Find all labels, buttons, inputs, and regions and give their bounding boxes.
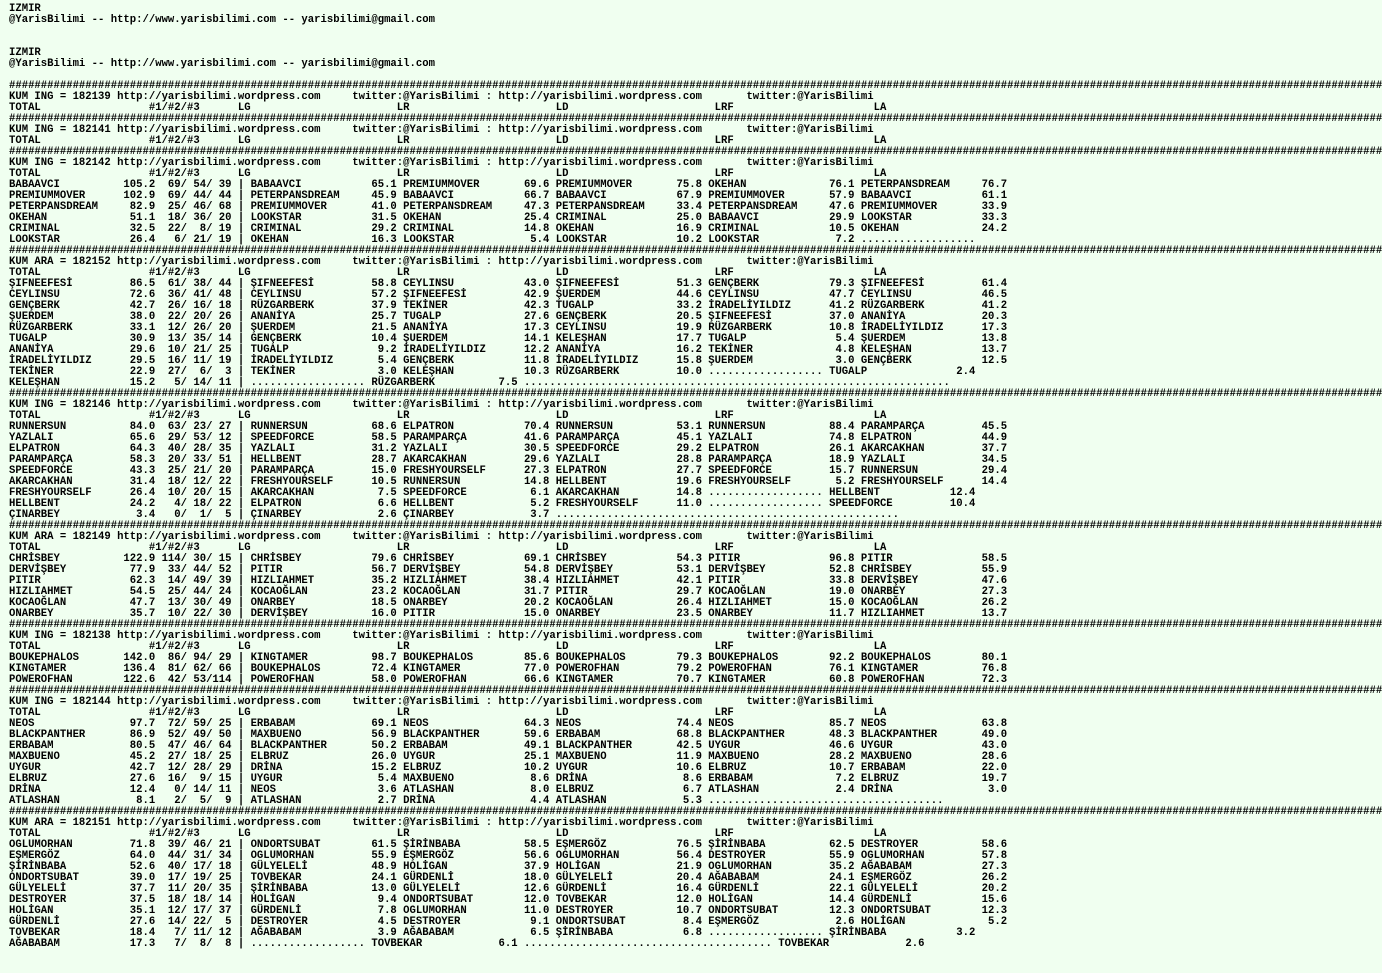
result-row: FRESHYOURSELF 26.4 10/ 20/ 15 | AKARCAKHAN 7.5 SPEEDFORCE 6.1 AKARCAKHAN 14.8 .................. HELLBENT 12.4 xyxy=(9,487,976,499)
result-row: CEYLINSU 72.6 36/ 41/ 48 | CEYLINSU 57.2 ŞIFNEEFESİ 42.9 ŞUERDEM 44.6 CEYLINSU 47.7 CEYLINSU 46.5 xyxy=(9,289,1008,301)
result-row: ATLASHAN 8.1 2/ 5/ 9 | ATLASHAN 2.7 DRİNA 4.4 ATLASHAN 5.3 ..................................... xyxy=(9,795,944,807)
race-header: KUM ING = 182141 http://yarisbilimi.wordpress.com twitter:@YarisBilimi : http://yarisbilimi.wordpress.com twitter:@YarisBilimi xyxy=(9,124,874,136)
result-row: ŞIFNEEFESİ 86.5 61/ 38/ 44 | ŞIFNEEFESİ 58.8 CEYLINSU 43.0 ŞIFNEEFESİ 51.3 GENÇBERK 79.3 ŞIFNEEFESİ 61.4 xyxy=(9,278,1008,290)
column-header: TOTAL #1/#2/#3 LG LR LD LRF LA xyxy=(9,102,887,114)
contact-line-repeat: @YarisBilimi -- http://www.yarisbilimi.com -- yarisbilimi@gmail.com xyxy=(9,58,435,70)
result-row: ŞUERDEM 38.0 22/ 20/ 26 | ANANİYA 25.7 TUGALP 27.6 GENÇBERK 20.5 ŞIFNEEFESİ 37.0 ANANİYA 20.3 xyxy=(9,311,1008,323)
result-row: EŞMERGÖZ 64.0 44/ 31/ 34 | OGLUMORHAN 55.9 EŞMERGÖZ 56.6 OGLUMORHAN 56.4 DESTROYER 55.9 OGLUMORHAN 57.8 xyxy=(9,850,1008,862)
result-row: ELPATRON 64.3 40/ 28/ 35 | YAZLALI 31.2 YAZLALI 30.5 SPEEDFORCE 29.2 ELPATRON 26.1 AKARCAKHAN 37.7 xyxy=(9,443,1008,455)
result-row: ANANİYA 29.6 10/ 21/ 25 | TUGALP 9.2 İRADELİYILDIZ 12.2 ANANİYA 16.2 TEKİNER 4.8 KELEŞHAN 13.7 xyxy=(9,344,1008,356)
result-row: ONDORTSUBAT 39.0 17/ 19/ 25 | TOVBEKAR 24.1 GÜRDENLİ 18.0 GÜLYELELİ 20.4 AĞABABAM 24.1 EŞMERGÖZ 26.2 xyxy=(9,872,1008,884)
result-row: HELLBENT 24.2 4/ 18/ 22 | ELPATRON 6.6 HELLBENT 5.2 FRESHYOURSELF 11.0 .................. SPEEDFORCE 10.4 xyxy=(9,498,976,510)
blank-line xyxy=(9,26,1074,37)
separator-line: ######################################################################################################################################################################################################################## xyxy=(9,619,1382,631)
column-header: TOTAL #1/#2/#3 LG LR LD LRF LA xyxy=(9,135,887,147)
result-row: BLACKPANTHER 86.9 52/ 49/ 50 | MAXBUENO 56.9 BLACKPANTHER 59.6 ERBABAM 68.8 BLACKPANTHER 48.3 BLACKPANTHER 49.0 xyxy=(9,729,1008,741)
result-row: BABAAVCI 105.2 69/ 54/ 39 | BABAAVCI 65.1 PREMIUMMOVER 69.6 PREMIUMMOVER 75.8 OKEHAN 76.1 PETERPANSDREAM 76.7 xyxy=(9,179,1008,191)
result-row: AKARCAKHAN 31.4 18/ 12/ 22 | FRESHYOURSELF 10.5 RUNNERSUN 14.8 HELLBENT 19.6 FRESHYOURSELF 5.2 FRESHYOURSELF 14.4 xyxy=(9,476,1008,488)
result-row: AĞABABAM 17.3 7/ 8/ 8 | .................. TOVBEKAR 6.1 ....................................... TOVBEKAR 2.6 xyxy=(9,938,925,950)
city-heading: IZMIR xyxy=(9,3,41,15)
separator-line: ######################################################################################################################################################################################################################## xyxy=(9,520,1382,532)
race-header: KUM ING = 182138 http://yarisbilimi.wordpress.com twitter:@YarisBilimi : http://yarisbilimi.wordpress.com twitter:@YarisBilimi xyxy=(9,630,874,642)
result-row: OKEHAN 51.1 18/ 36/ 20 | LOOKSTAR 31.5 OKEHAN 25.4 CRIMINAL 25.0 BABAAVCI 29.9 LOOKSTAR 33.3 xyxy=(9,212,1008,224)
result-row: İRADELİYILDIZ 29.5 16/ 11/ 19 | İRADELİYILDIZ 5.4 GENÇBERK 11.8 İRADELİYILDIZ 15.8 ŞUERDEM 3.0 GENÇBERK 12.5 xyxy=(9,355,1008,367)
result-row: RÜZGARBERK 33.1 12/ 26/ 20 | ŞUERDEM 21.5 ANANİYA 17.3 CEYLINSU 19.9 RÜZGARBERK 10.8 İRADELİYILDIZ 17.3 xyxy=(9,322,1008,334)
race-header: KUM ARA = 182151 http://yarisbilimi.wordpress.com twitter:@YarisBilimi : http://yarisbilimi.wordpress.com twitter:@YarisBilimi xyxy=(9,817,874,829)
result-row: MAXBUENO 45.2 27/ 18/ 25 | ELBRUZ 26.0 UYGUR 25.1 MAXBUENO 11.9 MAXBUENO 28.2 MAXBUENO 28.6 xyxy=(9,751,1008,763)
column-header: TOTAL #1/#2/#3 LG LR LD LRF LA xyxy=(9,641,887,653)
result-row: DESTROYER 37.5 18/ 18/ 14 | HOLİGAN 9.4 ONDORTSUBAT 12.0 TOVBEKAR 12.0 HOLİGAN 14.4 GÜRDENLİ 15.6 xyxy=(9,894,1008,906)
result-row: UYGUR 42.7 12/ 28/ 29 | DRİNA 15.2 ELBRUZ 10.2 UYGUR 10.6 ELBRUZ 10.7 ERBABAM 22.0 xyxy=(9,762,1008,774)
result-row: NEOS 97.7 72/ 59/ 25 | ERBABAM 69.1 NEOS 64.3 NEOS 74.4 NEOS 85.7 NEOS 63.8 xyxy=(9,718,1008,730)
result-row: PITIR 62.3 14/ 49/ 39 | HIZLIAHMET 35.2 HIZLIAHMET 38.4 HIZLIAHMET 42.1 PITIR 33.8 DERVİŞBEY 47.6 xyxy=(9,575,1008,587)
result-row: CHRİSBEY 122.9 114/ 30/ 15 | CHRİSBEY 79.6 CHRİSBEY 69.1 CHRİSBEY 54.3 PITIR 96.8 PITIR 58.5 xyxy=(9,553,1008,565)
result-row: GÜLYELELİ 37.7 11/ 20/ 35 | ŞİRİNBABA 13.0 GÜLYELELİ 12.6 GÜRDENLİ 16.4 GÜRDENLİ 22.1 GÜLYELELİ 20.2 xyxy=(9,883,1008,895)
result-row: KINGTAMER 136.4 81/ 62/ 66 | BOUKEPHALOS 72.4 KINGTAMER 77.0 POWEROFHAN 79.2 POWEROFHAN 76.1 KINGTAMER 76.8 xyxy=(9,663,1008,675)
result-row: KELEŞHAN 15.2 5/ 14/ 11 | .................. RÜZGARBERK 7.5 ................................................................... xyxy=(9,377,950,389)
column-header: TOTAL #1/#2/#3 LG LR LD LRF LA xyxy=(9,828,887,840)
result-row: ŞİRİNBABA 52.6 40/ 17/ 18 | GÜLYELELİ 48.9 HOLİGAN 37.9 HOLİGAN 21.9 OGLUMORHAN 35.2 AĞABABAM 27.3 xyxy=(9,861,1008,873)
result-row: TEKİNER 22.9 27/ 6/ 3 | TEKİNER 3.0 KELEŞHAN 10.3 RÜZGARBERK 10.0 .................. TUGALP 2.4 xyxy=(9,366,976,378)
race-header: KUM ING = 182139 http://yarisbilimi.wordpress.com twitter:@YarisBilimi : http://yarisbilimi.wordpress.com twitter:@YarisBilimi xyxy=(9,91,874,103)
race-header: KUM ING = 182142 http://yarisbilimi.wordpress.com twitter:@YarisBilimi : http://yarisbilimi.wordpress.com twitter:@YarisBilimi xyxy=(9,157,874,169)
result-row: CRIMINAL 32.5 22/ 8/ 19 | CRIMINAL 29.2 CRIMINAL 14.8 OKEHAN 16.9 CRIMINAL 10.5 OKEHAN 24.2 xyxy=(9,223,1008,235)
blank-line xyxy=(9,37,1074,48)
column-header: TOTAL #1/#2/#3 LG LR LD LRF LA xyxy=(9,168,887,180)
result-row: LOOKSTAR 26.4 6/ 21/ 19 | OKEHAN 16.3 LOOKSTAR 5.4 LOOKSTAR 10.2 LOOKSTAR 7.2 .................. xyxy=(9,234,976,246)
column-header: TOTAL #1/#2/#3 LG LR LD LRF LA xyxy=(9,410,887,422)
separator-line: ######################################################################################################################################################################################################################## xyxy=(9,245,1382,257)
race-header: KUM ING = 182146 http://yarisbilimi.wordpress.com twitter:@YarisBilimi : http://yarisbilimi.wordpress.com twitter:@YarisBilimi xyxy=(9,399,874,411)
separator-line: ######################################################################################################################################################################################################################## xyxy=(9,146,1382,158)
city-heading-repeat: IZMIR xyxy=(9,47,41,59)
result-row: DERVİŞBEY 77.9 33/ 44/ 52 | PITIR 56.7 DERVİŞBEY 54.8 DERVİŞBEY 53.1 DERVİŞBEY 52.8 CHRİSBEY 55.9 xyxy=(9,564,1008,576)
result-row: RUNNERSUN 84.0 63/ 23/ 27 | RUNNERSUN 68.6 ELPATRON 70.4 RUNNERSUN 53.1 RUNNERSUN 88.4 PARAMPARÇA 45.5 xyxy=(9,421,1008,433)
race-header: KUM ING = 182144 http://yarisbilimi.wordpress.com twitter:@YarisBilimi : http://yarisbilimi.wordpress.com twitter:@YarisBilimi xyxy=(9,696,874,708)
result-row: TOVBEKAR 18.4 7/ 11/ 12 | AĞABABAM 3.9 AĞABABAM 6.5 ŞİRİNBABA 6.8 .................. ŞİRİNBABA 3.2 xyxy=(9,927,976,939)
result-row: POWEROFHAN 122.6 42/ 53/114 | POWEROFHAN 58.0 POWEROFHAN 66.6 KINGTAMER 70.7 KINGTAMER 60.8 POWEROFHAN 72.3 xyxy=(9,674,1008,686)
separator-line: ######################################################################################################################################################################################################################## xyxy=(9,80,1382,92)
result-row: TUGALP 30.9 13/ 35/ 14 | GENÇBERK 10.4 ŞUERDEM 14.1 KELEŞHAN 17.7 TUGALP 5.4 ŞUERDEM 13.8 xyxy=(9,333,1008,345)
result-row: ÇINARBEY 3.4 0/ 1/ 5 | ÇINARBEY 2.6 ÇINARBEY 3.7 ...................................................... xyxy=(9,509,900,521)
result-row: HOLİGAN 35.1 12/ 17/ 37 | GÜRDENLİ 7.8 OGLUMORHAN 11.0 DESTROYER 10.7 ONDORTSUBAT 12.3 ONDORTSUBAT 12.3 xyxy=(9,905,1008,917)
result-row: PARAMPARÇA 58.3 20/ 33/ 51 | HELLBENT 28.7 AKARCAKHAN 29.6 YAZLALI 28.8 PARAMPARÇA 18.9 YAZLALI 34.5 xyxy=(9,454,1008,466)
result-row: YAZLALI 65.6 29/ 53/ 12 | SPEEDFORCE 58.5 PARAMPARÇA 41.6 PARAMPARÇA 45.1 YAZLALI 74.8 ELPATRON 44.9 xyxy=(9,432,1008,444)
result-row: GENÇBERK 42.7 26/ 16/ 18 | RÜZGARBERK 37.9 TEKİNER 42.3 TUGALP 33.2 İRADELİYILDIZ 41.2 RÜZGARBERK 41.2 xyxy=(9,300,1008,312)
result-row: PREMIUMMOVER 102.9 69/ 44/ 44 | PETERPANSDREAM 45.9 BABAAVCI 66.7 BABAAVCI 67.9 PREMIUMMOVER 57.9 BABAAVCI 61.1 xyxy=(9,190,1008,202)
column-header: TOTAL #1/#2/#3 LG LR LD LRF LA xyxy=(9,267,887,279)
result-row: OGLUMORHAN 71.8 39/ 46/ 21 | ONDORTSUBAT 61.5 ŞİRİNBABA 58.5 EŞMERGÖZ 76.5 ŞİRİNBABA 62.5 DESTROYER 58.6 xyxy=(9,839,1008,851)
race-results-block xyxy=(9,80,1382,950)
contact-line: @YarisBilimi -- http://www.yarisbilimi.com -- yarisbilimi@gmail.com xyxy=(9,14,435,26)
race-header: KUM ARA = 182149 http://yarisbilimi.wordpress.com twitter:@YarisBilimi : http://yarisbilimi.wordpress.com twitter:@YarisBilimi xyxy=(9,531,874,543)
separator-line: ######################################################################################################################################################################################################################## xyxy=(9,806,1382,818)
result-row: SPEEDFORCE 43.3 25/ 21/ 20 | PARAMPARÇA 15.0 FRESHYOURSELF 27.3 ELPATRON 27.7 SPEEDFORCE 15.7 RUNNERSUN 29.4 xyxy=(9,465,1008,477)
result-row: HIZLIAHMET 54.5 25/ 44/ 24 | KOCAOĞLAN 23.2 KOCAOĞLAN 31.7 PITIR 29.7 KOCAOĞLAN 19.0 ONARBEY 27.3 xyxy=(9,586,1008,598)
result-row: ERBABAM 80.5 47/ 46/ 64 | BLACKPANTHER 50.2 ERBABAM 49.1 BLACKPANTHER 42.5 UYGUR 46.6 UYGUR 43.0 xyxy=(9,740,1008,752)
separator-line: ######################################################################################################################################################################################################################## xyxy=(9,685,1382,697)
result-row: BOUKEPHALOS 142.0 86/ 94/ 29 | KINGTAMER 98.7 BOUKEPHALOS 85.6 BOUKEPHALOS 79.3 BOUKEPHALOS 92.2 BOUKEPHALOS 80.1 xyxy=(9,652,1008,664)
column-header: TOTAL #1/#2/#3 LG LR LD LRF LA xyxy=(9,707,887,719)
result-row: ELBRUZ 27.6 16/ 9/ 15 | UYGUR 5.4 MAXBUENO 8.6 DRİNA 8.6 ERBABAM 7.2 ELBRUZ 19.7 xyxy=(9,773,1008,785)
result-row: KOCAOĞLAN 47.7 13/ 30/ 49 | ONARBEY 18.5 ONARBEY 20.2 KOCAOĞLAN 26.4 HIZLIAHMET 15.0 KOCAOĞLAN 26.2 xyxy=(9,597,1008,609)
separator-line: ######################################################################################################################################################################################################################## xyxy=(9,113,1382,125)
column-header: TOTAL #1/#2/#3 LG LR LD LRF LA xyxy=(9,542,887,554)
result-row: GÜRDENLİ 27.6 14/ 22/ 5 | DESTROYER 4.5 DESTROYER 9.1 ONDORTSUBAT 8.4 EŞMERGÖZ 2.6 HOLİGAN 5.2 xyxy=(9,916,1008,928)
result-row: ONARBEY 35.7 10/ 22/ 30 | DERVİŞBEY 16.0 PITIR 15.0 ONARBEY 23.5 ONARBEY 11.7 HIZLIAHMET 13.7 xyxy=(9,608,1008,620)
separator-line: ######################################################################################################################################################################################################################## xyxy=(9,388,1382,400)
race-header: KUM ARA = 182152 http://yarisbilimi.wordpress.com twitter:@YarisBilimi : http://yarisbilimi.wordpress.com twitter:@YarisBilimi xyxy=(9,256,874,268)
result-row: PETERPANSDREAM 82.9 25/ 46/ 68 | PREMIUMMOVER 41.0 PETERPANSDREAM 47.3 PETERPANSDREAM 33.4 PETERPANSDREAM 47.6 PREMIUMMOVER 33.9 xyxy=(9,201,1008,213)
result-row: DRİNA 12.4 0/ 14/ 11 | NEOS 3.6 ATLASHAN 8.0 ELBRUZ 6.7 ATLASHAN 2.4 DRİNA 3.0 xyxy=(9,784,1008,796)
